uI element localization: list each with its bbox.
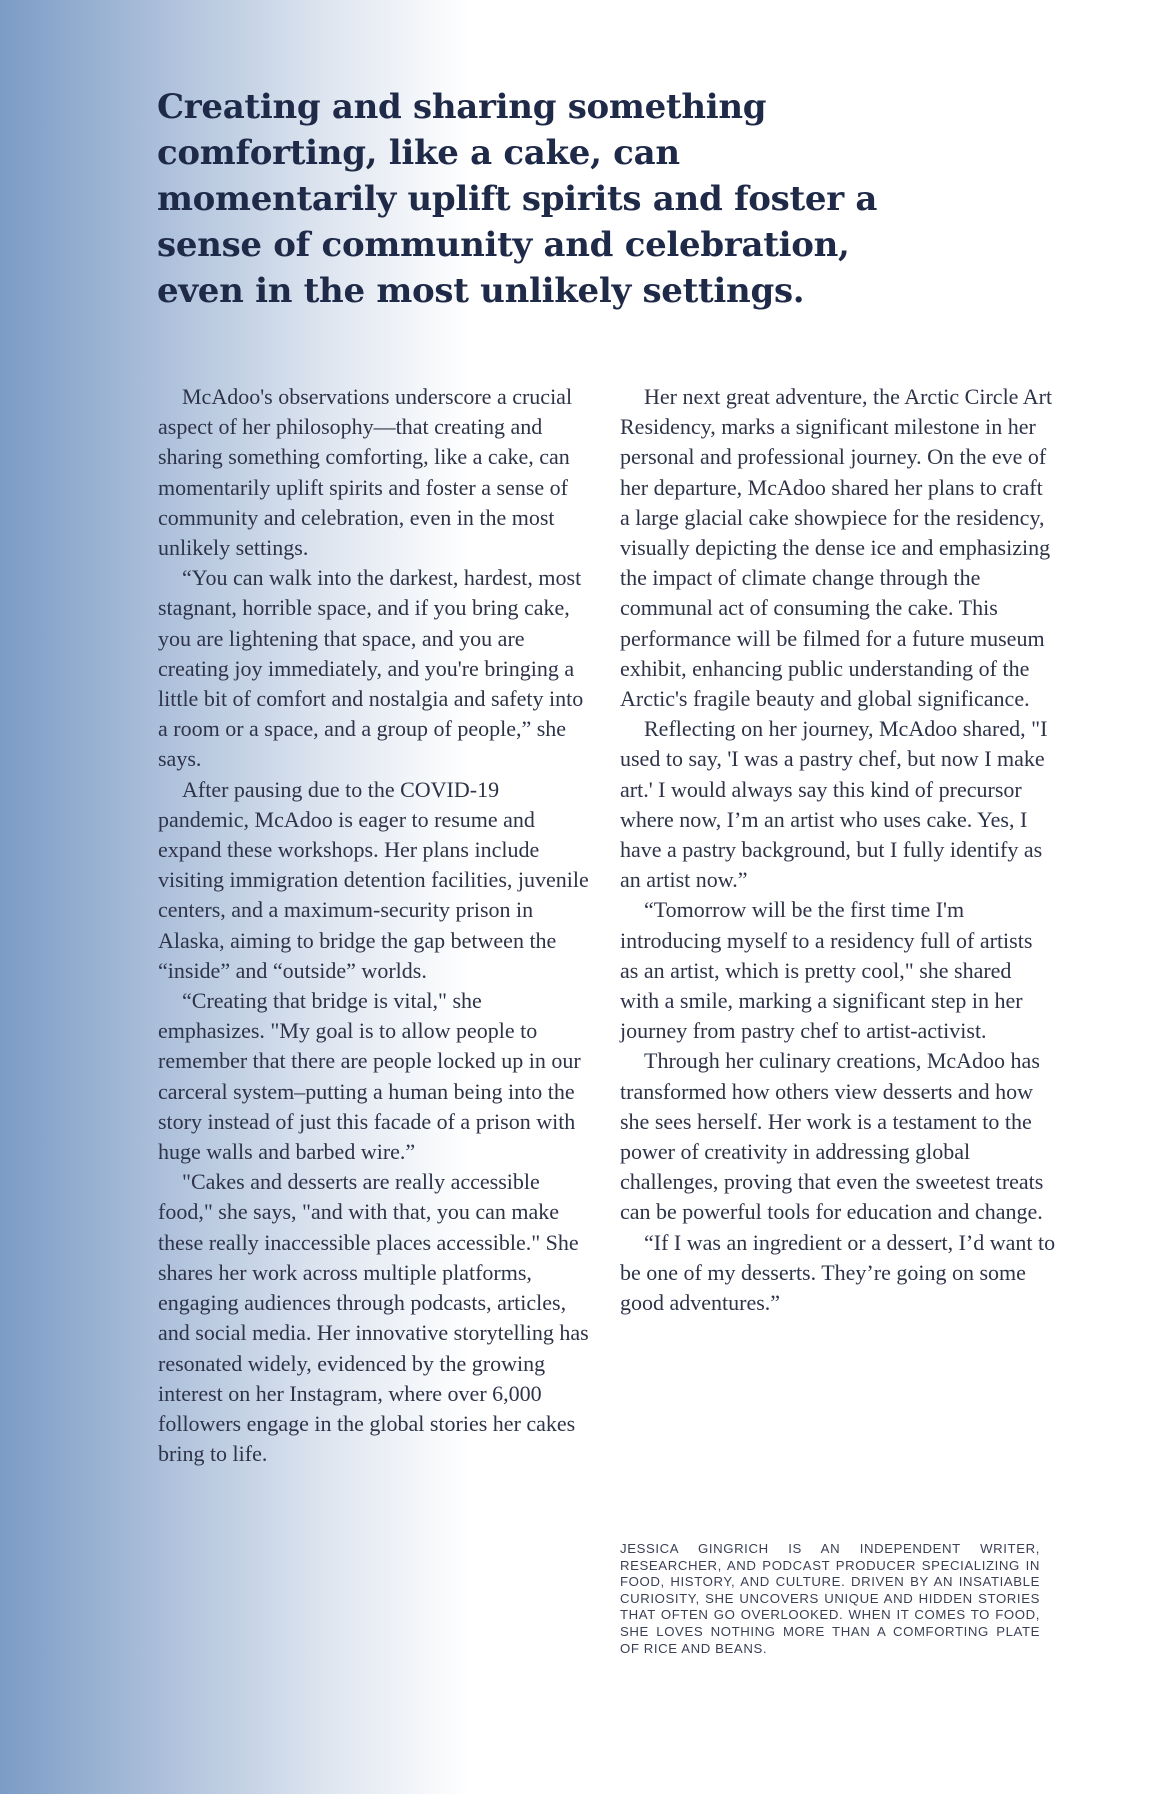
body-paragraph: “You can walk into the darkest, hardest, most stagnant, horrible space, and if you bring cake, you are lightening that space, and you are creating joy immediately, and you're bringing a little bit of comfort and nostalgia and safety into a room or a space, and a group of people,” she says. xyxy=(158,565,584,772)
body-paragraph: After pausing due to the COVID-19 pandemic, McAdoo is eager to resume and expand these workshops. Her plans include visiting immigration detention facilities, juvenile centers, and a maximum-security prison in Alaska, aiming to bridge the gap between the “inside” and “outside” worlds. xyxy=(158,776,589,983)
body-paragraph: "Cakes and desserts are really accessible food," she says, "and with that, you can make these really inaccessible places accessible." She shares her work across multiple platforms, engaging audiences through podcasts, articles, and social media. Her innovative storytelling has resonated widely, evidenced by the growing interest on her Instagram, where over 6,000 followers engage in the global stories her cakes bring to life. xyxy=(158,1169,589,1467)
body-paragraph: “Tomorrow will be the first time I'm introducing myself to a residency full of artists as an artist, which is pretty cool," she shared with a smile, marking a significant step in her journey from pastry chef to artist-activist. xyxy=(620,897,1033,1044)
body-paragraph: Reflecting on her journey, McAdoo shared, "I used to say, 'I was a pastry chef, but now I make art.' I would always say this kind of precursor where now, I’m an artist who uses cake. Yes, I have a pastry background, but I fully identify as an artist now.” xyxy=(620,716,1048,893)
body-paragraph: “Creating that bridge is vital," she emphasizes. "My goal is to allow people to remember that there are people locked up in our carceral system–putting a human being into the story instead of just this facade of a prison with huge walls and barbed wire.” xyxy=(158,988,581,1165)
body-paragraph: Her next great adventure, the Arctic Circle Art Residency, marks a significant milestone in her personal and professional journey. On the eve of her departure, McAdoo shared her plans to craft a large glacial cake showpiece for the residency, visually depicting the dense ice and emphasizing the impact of climate change through the communal act of consuming the cake. This performance will be filmed for a future museum exhibit, enhancing public understanding of the Arctic's fragile beauty and global significance. xyxy=(620,384,1053,712)
left-column xyxy=(158,382,594,1469)
pull-quote: Creating and sharing something comforting, like a cake, can momentarily uplift spirits and foster a sense of community and celebration, even in the most unlikely settings. xyxy=(157,87,878,311)
body-paragraph: Through her culinary creations, McAdoo has transformed how others view desserts and how she sees herself. Her work is a testament to the power of creativity in addressing global challenges, proving that even the sweetest treats can be powerful tools for education and change. xyxy=(620,1048,1044,1225)
author-bio: JESSICA GINGRICH IS AN INDEPENDENT WRITER, RESEARCHER, AND PODCAST PRODUCER SPECIALIZING IN FOOD, HISTORY, AND CULTURE. DRIVEN BY AN INSATIABLE CURIOSITY, SHE UNCOVERS UNIQUE AND HIDDEN STORIES THAT OFTEN GO OVERLOOKED. WHEN IT COMES TO FOOD, SHE LOVES NOTHING MORE THAN A COMFORTING PLATE OF RICE AND BEANS. xyxy=(620,1541,1040,1656)
body-paragraph: McAdoo's observations underscore a crucial aspect of her philosophy—that creating and sharing something comforting, like a cake, can momentarily uplift spirits and foster a sense of community and celebration, even in the most unlikely settings. xyxy=(158,384,573,561)
right-column xyxy=(620,382,1056,1318)
body-paragraph: “If I was an ingredient or a dessert, I’d want to be one of my desserts. They’re going on some good adventures.” xyxy=(620,1229,1056,1316)
